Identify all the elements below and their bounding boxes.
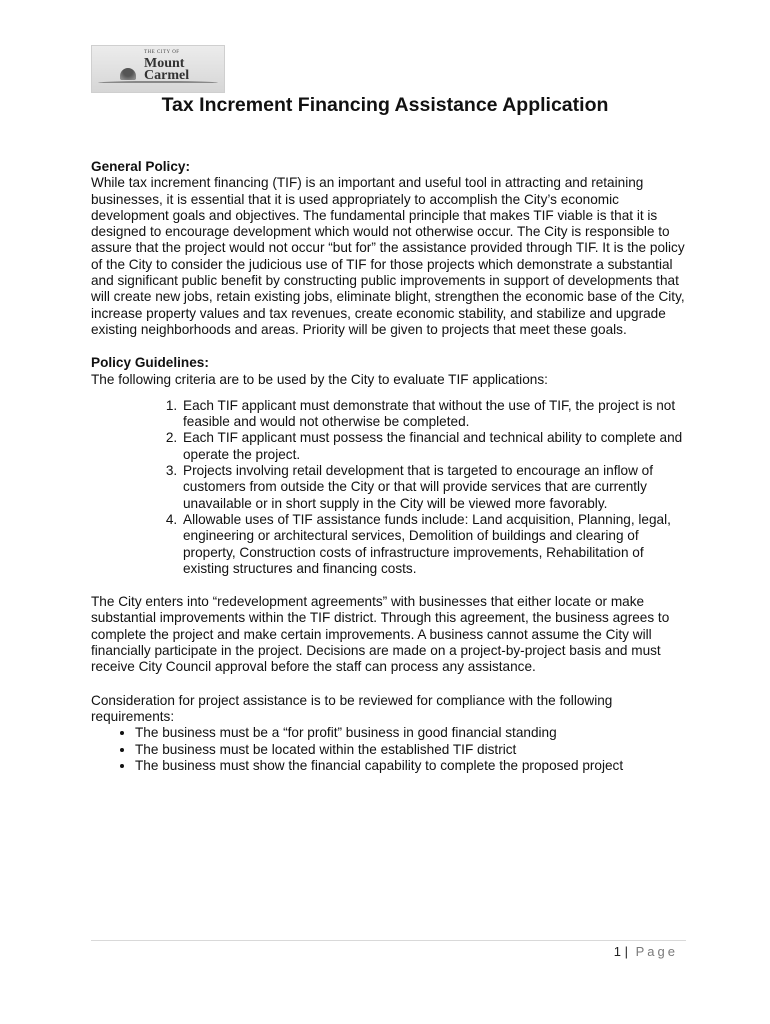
logo-small-text: THE CITY OF [144,50,180,55]
redevelopment-paragraph: The City enters into “redevelopment agreements” with businesses that either locate or make substantial improvements within the TIF district. Through this agreement, the business agrees to complete the project and make certain improvements. A business cannot assume the City will financially participate in the project. Decisions are made on a project-by-project basis and must receive City Council approval before the staff can process any assistance. [91,594,670,675]
logo-emblem-icon [120,68,136,80]
requirements-list [91,725,686,774]
city-logo [91,45,225,93]
consideration-intro: Consideration for project assistance is to be reviewed for compliance with the following requirements: [91,692,613,724]
footer-divider [91,940,686,941]
page-label: Page [635,944,678,959]
footer-separator: | [624,944,628,959]
logo-line-1: Mount [144,56,185,71]
page-footer [614,944,678,959]
guideline-item: 2. Each TIF applicant must possess the financial and technical ability to complete and operate the project. [181,430,686,463]
requirement-item: • The business must be located within the established TIF district [135,742,686,758]
logo-wave-icon [98,81,218,86]
guideline-item: 1. Each TIF applicant must demonstrate that without the use of TIF, the project is not feasible and would not otherwise be completed. [181,398,686,431]
logo-line-2: Carmel [144,68,190,83]
guideline-item: 3. Projects involving retail development that is targeted to encourage an inflow of customers from outside the City or that will provide services that are currently unavailable or in short supply in the City will be viewed more favorably. [181,463,686,512]
policy-guidelines-intro: The following criteria are to be used by the City to evaluate TIF applications: [91,371,548,387]
guidelines-list [91,398,686,577]
general-policy-text: While tax increment financing (TIF) is an important and useful tool in attracting and retaining businesses, it is essential that it is used appropriately to accomplish the City’s economic development goals and objectives. The fundamental principle that makes TIF viable is that it is designed to encourage development which would not otherwise occur. The City is responsible to assure that the project would not occur “but for” the assistance provided through TIF. It is the policy of the City to consider the judicious use of TIF for those projects which demonstrate a substantial and significant public benefit by constructing public improvements in support of developments that will create new jobs, retain existing jobs, eliminate blight, strengthen the economic base of the City, increase property values and tax revenues, create economic stability, and stabilize and upgrade existing neighborhoods and areas. Priority will be given to projects that meet these goals. [91,175,685,337]
general-policy-heading: General Policy: [91,159,190,174]
document-title: Tax Increment Financing Assistance Application [161,94,609,116]
document-body [91,159,686,774]
requirement-item: • The business must be a “for profit” business in good financial standing [135,725,686,741]
guideline-item: 4. Allowable uses of TIF assistance funds include: Land acquisition, Planning, legal, engineering or architectural services, Demolition of buildings and clearing of property, Construction costs of infrastructure improvements, Rehabilitation of existing structures and financing costs. [181,512,686,577]
requirement-item: • The business must show the financial capability to complete the proposed project [135,758,686,774]
policy-guidelines-heading: Policy Guidelines: [91,355,209,371]
page-number: 1 [613,944,621,959]
